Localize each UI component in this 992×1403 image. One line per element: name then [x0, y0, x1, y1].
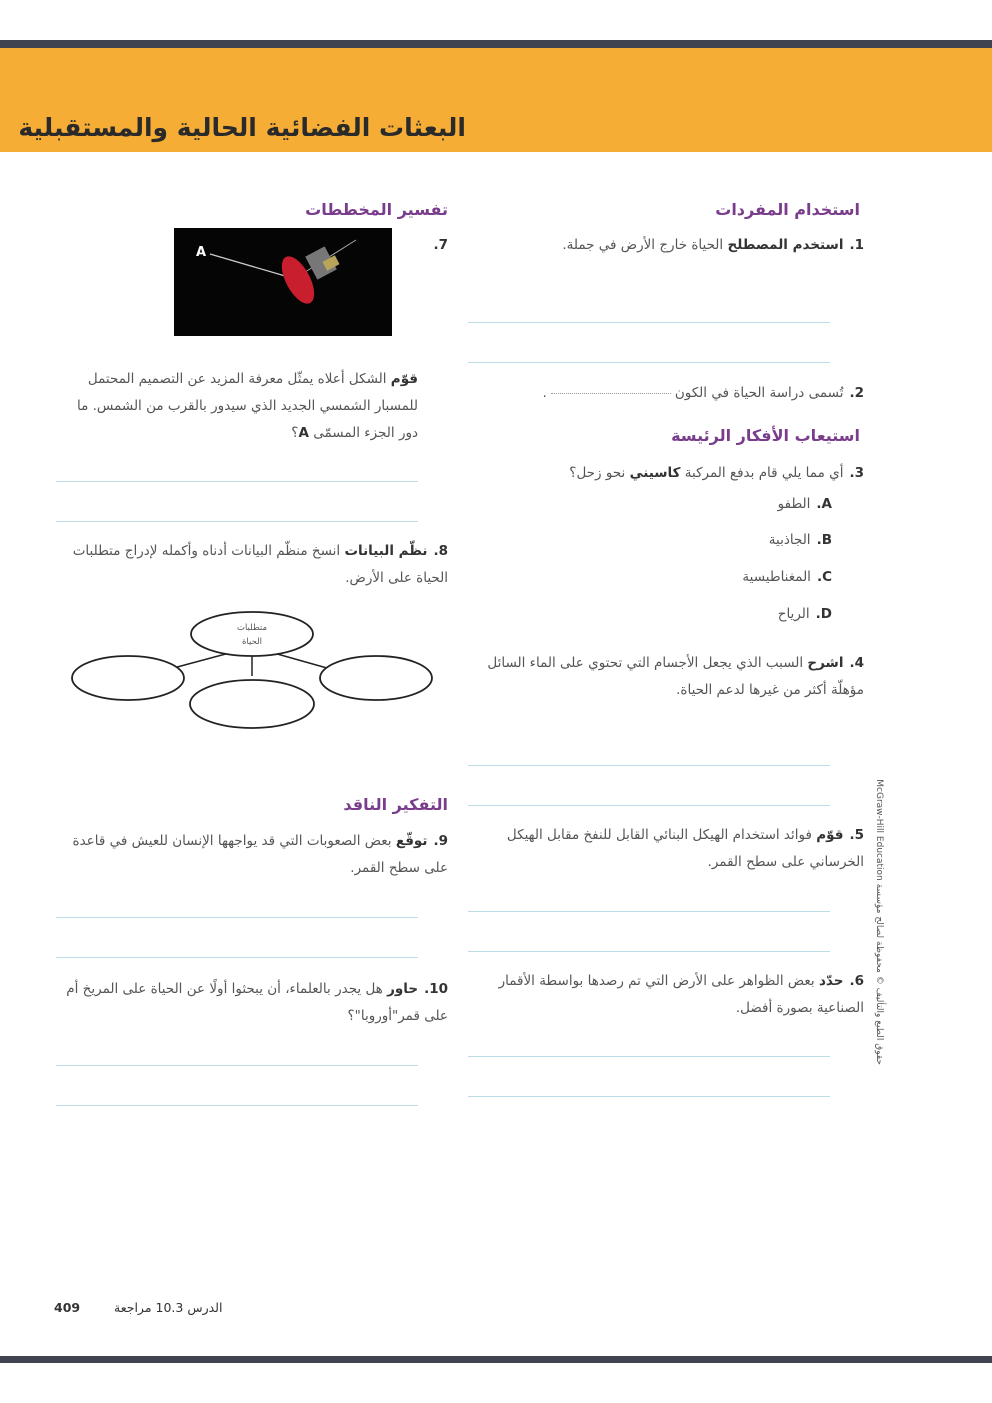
- question-3: [464, 460, 864, 487]
- option-c[interactable]: [742, 569, 832, 585]
- q5-text: فوائد استخدام الهيكل البنائي القابل للنفخ مقابل الهيكل الخرساني على سطح القمر.: [506, 827, 864, 870]
- q9-text: بعض الصعوبات التي قد يواجهها الإنسان للعيش في قاعدة على سطح القمر.: [72, 833, 448, 876]
- bottom-bar: [0, 1356, 992, 1363]
- option-b[interactable]: [769, 532, 832, 548]
- q6-number: 6.: [849, 973, 864, 989]
- q4-keyword: اشرح: [807, 655, 844, 671]
- q4-text: السبب الذي يجعل الأجسام التي تحتوي على الماء السائل مؤهلّة أكثر من غيرها لدعم الحياة.: [487, 655, 864, 698]
- option-text: الرياح: [777, 606, 810, 622]
- center-oval: [191, 612, 313, 656]
- q8-number: 8.: [433, 543, 448, 559]
- q5-keyword: قوّم: [816, 827, 844, 843]
- page-title: البعثات الفضائية الحالية والمستقبلية: [18, 113, 466, 142]
- q10-keyword: حاور: [387, 981, 419, 997]
- fill-blank[interactable]: [551, 393, 671, 394]
- page-number: 409: [54, 1300, 81, 1315]
- question-7-number: [408, 232, 448, 259]
- blank-oval[interactable]: [320, 656, 432, 700]
- q7-number: 7.: [433, 237, 448, 253]
- q9-keyword: توقّع: [395, 833, 428, 849]
- q2-number: 2.: [849, 385, 864, 401]
- q10-number: 10.: [424, 981, 448, 997]
- blank-oval[interactable]: [72, 656, 184, 700]
- solar-probe-image: [174, 228, 392, 336]
- option-text: الجاذبية: [768, 532, 811, 548]
- option-letter: A.: [816, 496, 832, 512]
- answer-line[interactable]: [468, 1056, 830, 1057]
- q7-text-end: ؟: [291, 425, 299, 441]
- top-bar: [0, 40, 992, 48]
- answer-line[interactable]: [56, 957, 418, 958]
- answer-line[interactable]: [468, 911, 830, 912]
- q3-number: 3.: [849, 465, 864, 481]
- section-vocabulary: استخدام المفردات: [715, 200, 860, 219]
- answer-line[interactable]: [468, 805, 830, 806]
- option-text: الطفو: [777, 496, 811, 512]
- q1-keyword: استخدم المصطلح: [727, 237, 844, 253]
- q8-text: انسخ منظّم البيانات أدناه وأكمله لإدراج متطلبات الحياة على الأرض.: [72, 543, 448, 586]
- q2-end: .: [542, 385, 547, 401]
- answer-line[interactable]: [468, 951, 830, 952]
- q9-number: 9.: [433, 833, 448, 849]
- q3-keyword: كاسيني: [629, 465, 681, 481]
- answer-line[interactable]: [468, 322, 830, 323]
- question-7: [56, 366, 418, 447]
- q10-text: هل يجدر بالعلماء، أن يبحثوا أولًا عن الحياة على المريخ أم على قمر"أوروبا"؟: [66, 981, 448, 1024]
- image-label-a: A: [196, 245, 207, 260]
- q7-label-ref: A: [298, 425, 309, 441]
- option-letter: D.: [815, 606, 832, 622]
- option-a[interactable]: [778, 496, 832, 512]
- q1-text: الحياة خارج الأرض في جملة.: [562, 237, 728, 253]
- question-1: [524, 232, 864, 259]
- question-10: [56, 976, 448, 1030]
- q7-keyword: قوّم: [390, 371, 418, 387]
- answer-line[interactable]: [56, 917, 418, 918]
- q7-text: الشكل أعلاه يمثّل معرفة المزيد عن التصميم المحتمل للمسبار الشمسي الجديد الذي سيدور بالقرب من الشمس. ما دور الجزء المسمّى: [76, 371, 418, 441]
- option-letter: B.: [816, 532, 832, 548]
- option-letter: C.: [816, 569, 832, 585]
- q8-keyword: نظّم البيانات: [344, 543, 428, 559]
- q6-keyword: حدّد: [818, 973, 844, 989]
- answer-line[interactable]: [56, 1105, 418, 1106]
- blank-oval[interactable]: [190, 680, 314, 728]
- question-2: [464, 380, 864, 407]
- q4-number: 4.: [849, 655, 864, 671]
- section-main-ideas: استيعاب الأفكار الرئيسة: [671, 426, 860, 445]
- answer-line[interactable]: [468, 1096, 830, 1097]
- section-critical-thinking: التفكير الناقد: [343, 795, 448, 814]
- answer-line[interactable]: [56, 521, 418, 522]
- answer-line[interactable]: [468, 362, 830, 363]
- center-label: متطلبات: [236, 623, 268, 633]
- lesson-label: الدرس 10.3 مراجعة: [114, 1300, 223, 1315]
- option-text: المغناطيسية: [742, 569, 811, 585]
- option-d[interactable]: [778, 606, 832, 622]
- copyright-note: حقوق الطبع والتأليف © محفوظة لصالح مؤسسة McGraw-Hill Education: [874, 779, 884, 1065]
- answer-line[interactable]: [468, 765, 830, 766]
- q3-text: أي مما يلي قام بدفع المركبة: [680, 465, 844, 481]
- question-5: [484, 822, 864, 876]
- answer-line[interactable]: [56, 1065, 418, 1066]
- question-6: [484, 968, 864, 1022]
- graphic-organizer: [66, 608, 438, 732]
- q5-number: 5.: [849, 827, 864, 843]
- answer-line[interactable]: [56, 481, 418, 482]
- q1-number: 1.: [849, 237, 864, 253]
- question-9: [56, 828, 448, 882]
- q6-text: بعض الظواهر على الأرض التي تم رصدها بواسطة الأقمار الصناعية بصورة أفضل.: [498, 973, 864, 1016]
- center-label: الحياة: [241, 637, 263, 647]
- q3-text-end: نحو زحل؟: [569, 465, 630, 481]
- question-8: [56, 538, 448, 592]
- q2-text: تُسمى دراسة الحياة في الكون: [674, 385, 844, 401]
- section-diagrams: تفسير المخططات: [305, 200, 448, 219]
- question-4: [484, 650, 864, 704]
